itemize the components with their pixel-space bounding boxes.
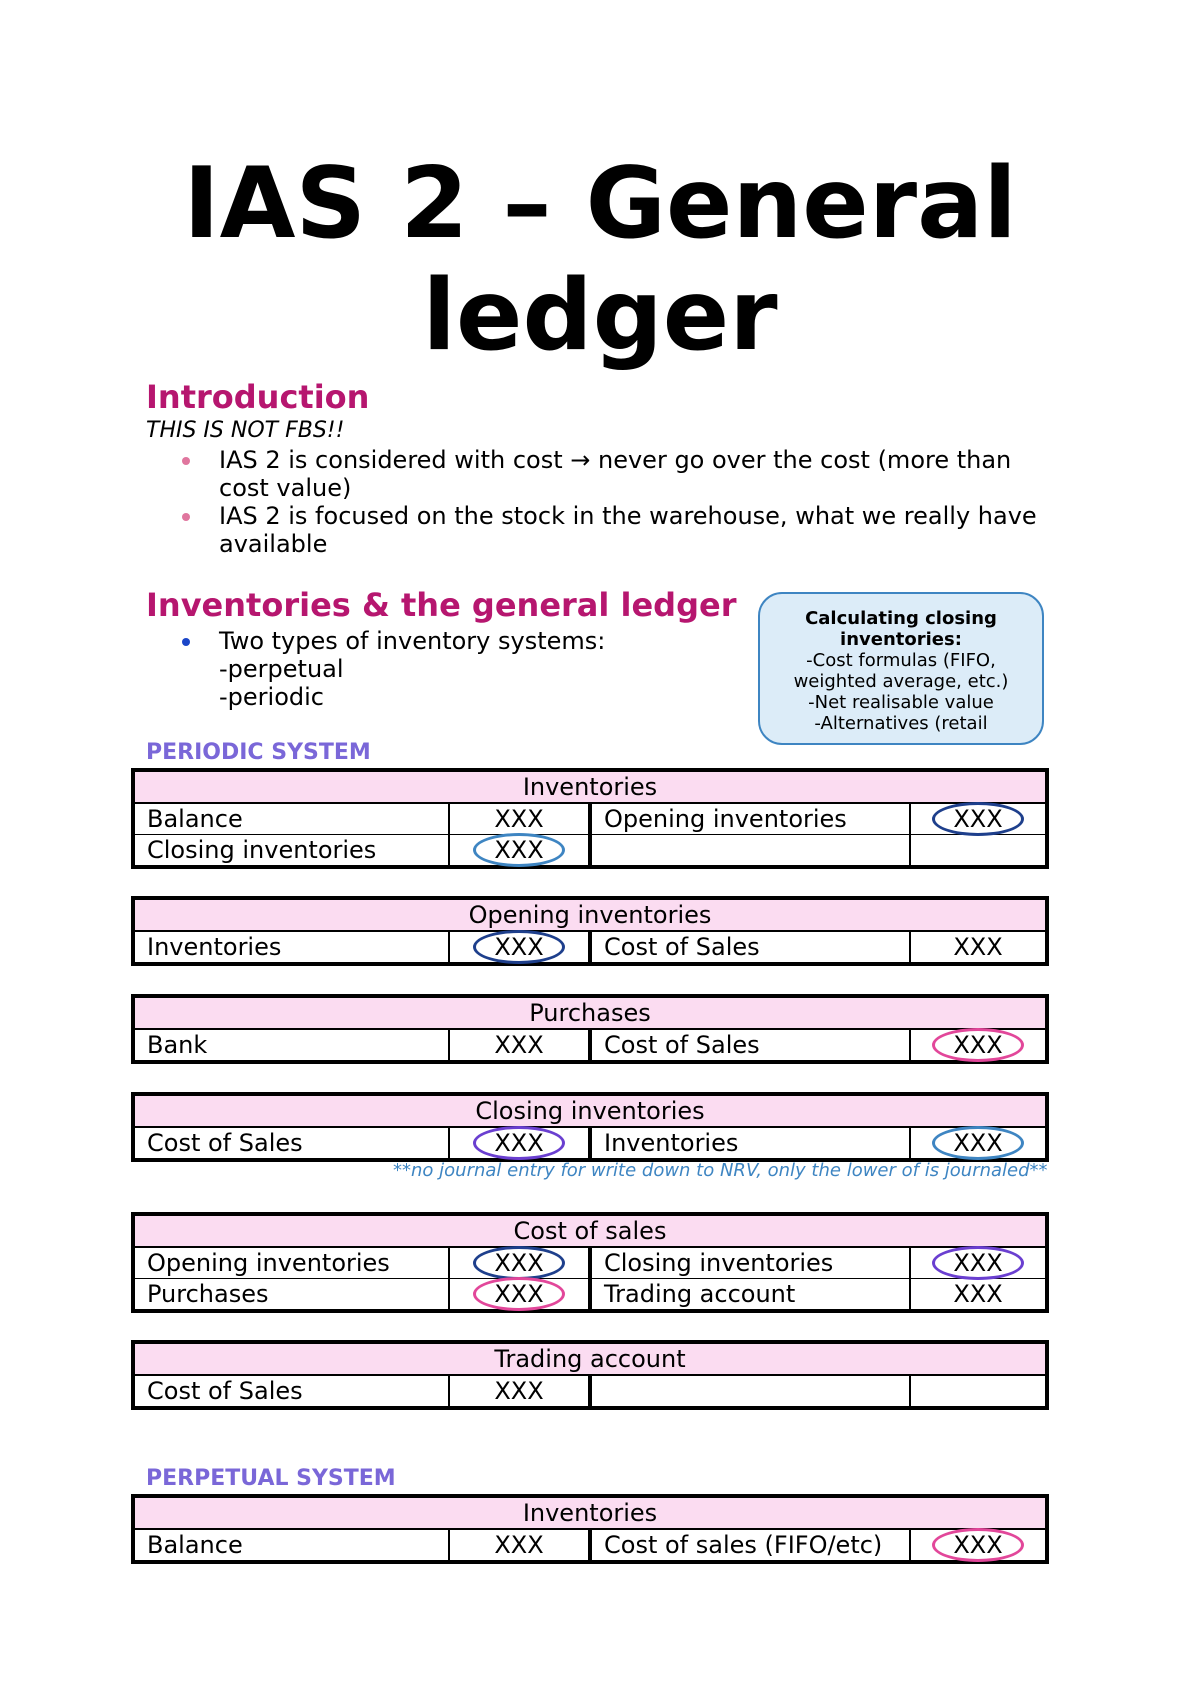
ledger-row [135, 1530, 1045, 1560]
callout-line-1: -Cost formulas (FIFO, [806, 650, 996, 671]
credit-amount: XXX [911, 1530, 1045, 1560]
ledger-title: Purchases [135, 998, 1045, 1030]
ledger-title: Inventories [135, 1498, 1045, 1530]
debit-amount: XXX [450, 1530, 592, 1560]
debit-account: Opening inventories [135, 1248, 450, 1278]
ledger-title: Cost of sales [135, 1216, 1045, 1248]
ledger-row [135, 1278, 1045, 1309]
ledger-title: Trading account [135, 1344, 1045, 1376]
debit-account: Cost of Sales [135, 1128, 450, 1158]
intro-bullet-list [146, 446, 1066, 558]
intro-bullet-2: IAS 2 is focused on the stock in the warehouse, what we really have available [146, 502, 1066, 558]
not-fbs-note: THIS IS NOT FBS!! [146, 418, 345, 443]
perpetual-system-label: PERPETUAL SYSTEM [146, 1466, 396, 1491]
credit-account [592, 1376, 911, 1406]
ledger-row [135, 1030, 1045, 1060]
debit-account: Balance [135, 804, 450, 834]
debit-amount: XXX [450, 932, 592, 962]
ledger-inventories [131, 768, 1049, 869]
callout-title: Calculating closing inventories: [805, 608, 997, 650]
debit-amount: XXX [450, 1030, 592, 1060]
credit-account: Closing inventories [592, 1248, 911, 1278]
credit-account: Cost of Sales [592, 1030, 911, 1060]
title-line-1: IAS 2 – General [183, 147, 1017, 261]
ledger-row [135, 932, 1045, 962]
credit-account [592, 835, 911, 865]
credit-amount [911, 1376, 1045, 1406]
debit-amount: XXX [450, 804, 592, 834]
debit-account: Bank [135, 1030, 450, 1060]
periodic-item: -periodic [219, 683, 324, 711]
ledger-perpetual-inventories [131, 1494, 1049, 1564]
inventory-systems-text: Two types of inventory systems: [219, 627, 606, 655]
credit-amount [911, 835, 1045, 865]
credit-account: Cost of sales (FIFO/etc) [592, 1530, 911, 1560]
ledger-title: Opening inventories [135, 900, 1045, 932]
ledger-row [135, 1248, 1045, 1278]
ledger-row [135, 834, 1045, 865]
ledger-title: Closing inventories [135, 1096, 1045, 1128]
ledger-row [135, 804, 1045, 834]
credit-amount: XXX [911, 1128, 1045, 1158]
debit-account: Purchases [135, 1279, 450, 1309]
ledger-opening-inventories [131, 896, 1049, 966]
page-title [0, 148, 1200, 372]
periodic-system-label: PERIODIC SYSTEM [146, 740, 371, 765]
credit-account: Opening inventories [592, 804, 911, 834]
credit-amount: XXX [911, 1030, 1045, 1060]
ledger-closing-inventories [131, 1092, 1049, 1162]
closing-inventories-callout [758, 592, 1044, 745]
credit-account: Inventories [592, 1128, 911, 1158]
debit-amount: XXX [450, 1128, 592, 1158]
inventories-heading: Inventories & the general ledger [146, 586, 737, 624]
credit-account: Trading account [592, 1279, 911, 1309]
ledger-purchases [131, 994, 1049, 1064]
credit-account: Cost of Sales [592, 932, 911, 962]
debit-account: Inventories [135, 932, 450, 962]
credit-amount: XXX [911, 1248, 1045, 1278]
ledger-cost-of-sales [131, 1212, 1049, 1313]
inventory-systems-bullet [146, 627, 746, 711]
credit-amount: XXX [953, 933, 1003, 961]
inventory-systems-list [146, 627, 746, 711]
debit-amount: XXX [450, 1279, 592, 1309]
debit-account: Balance [135, 1530, 450, 1560]
ledger-row [135, 1376, 1045, 1406]
credit-amount: XXX [911, 804, 1045, 834]
ledger-title: Inventories [135, 772, 1045, 804]
callout-line-4: -Alternatives (retail [814, 713, 988, 734]
debit-account: Cost of Sales [135, 1376, 450, 1406]
callout-line-3: -Net realisable value [808, 692, 994, 713]
nrv-note: **no journal entry for write down to NRV, only the lower of is journaled** [393, 1160, 1048, 1181]
credit-amount: XXX [953, 1280, 1003, 1308]
ledger-row [135, 1128, 1045, 1158]
introduction-heading: Introduction [146, 378, 370, 416]
debit-account: Closing inventories [135, 835, 450, 865]
perpetual-item: -perpetual [219, 655, 344, 683]
debit-amount: XXX [450, 1248, 592, 1278]
intro-bullet-1: IAS 2 is considered with cost → never go over the cost (more than cost value) [146, 446, 1066, 502]
ledger-trading-account [131, 1340, 1049, 1410]
debit-amount: XXX [450, 1376, 592, 1406]
debit-amount: XXX [450, 835, 592, 865]
callout-line-2: weighted average, etc.) [793, 671, 1009, 692]
title-line-2: ledger [422, 259, 778, 373]
